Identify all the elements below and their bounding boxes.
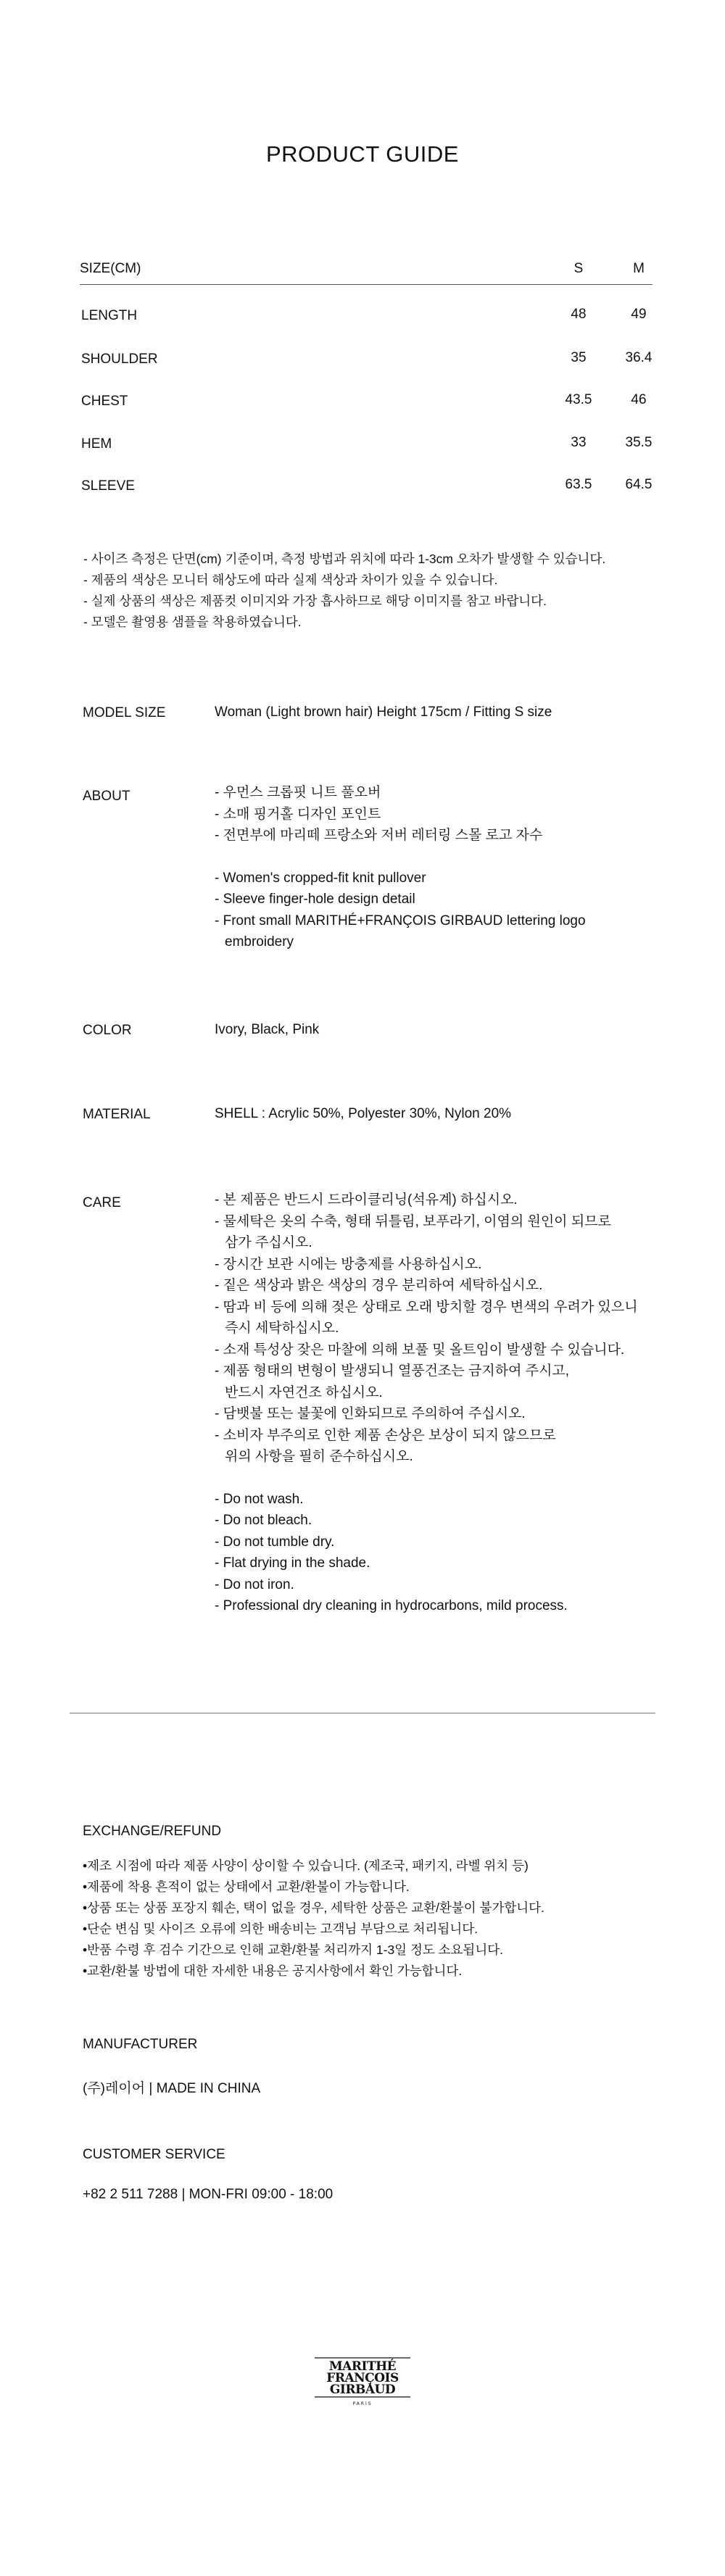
- about-body: [215, 782, 650, 953]
- care-en-line: - Professional dry cleaning in hydrocarbons, mild process.: [215, 1598, 568, 1613]
- size-row-label: HEM: [81, 436, 112, 452]
- exchange-item: •제조 시점에 따라 제품 사양이 상이할 수 있습니다. (제조국, 패키지, 라벨 위치 등): [83, 1858, 529, 1873]
- size-header-m: M: [633, 261, 645, 276]
- exchange-item: •반품 수령 후 검수 기간으로 인해 교환/환불 처리까지 1-3일 정도 소요됩니다.: [83, 1943, 504, 1957]
- material-label: MATERIAL: [83, 1107, 151, 1122]
- size-row: [80, 352, 652, 373]
- care-ko-line: - 땀과 비 등에 의해 젖은 상태로 오래 방치할 경우 변색의 우려가 있으니: [215, 1299, 638, 1315]
- note-line: - 모델은 촬영용 샘플을 착용하였습니다.: [83, 615, 302, 629]
- size-row: [80, 478, 652, 500]
- size-row-s: 33: [571, 435, 587, 450]
- brand-logo: [313, 2356, 412, 2411]
- care-label: CARE: [83, 1195, 121, 1210]
- about-label: ABOUT: [83, 789, 130, 804]
- model-size-value: Woman (Light brown hair) Height 175cm / Fitting S size: [215, 705, 552, 720]
- customer-service-value: +82 2 511 7288 | MON-FRI 09:00 - 18:00: [83, 2187, 334, 2202]
- care-ko-line: - 제품 형태의 변형이 발생되니 열풍건조는 금지하여 주시고,: [215, 1363, 570, 1379]
- about-ko-line: - 전면부에 마리떼 프랑소와 저버 레터링 스몰 로고 자수: [215, 828, 543, 843]
- size-row-m: 64.5: [625, 477, 652, 492]
- note-line: - 사이즈 측정은 단면(cm) 기준이며, 측정 방법과 위치에 따라 1-3cm 오차가 발생할 수 있습니다.: [83, 552, 606, 566]
- model-size-label: MODEL SIZE: [83, 705, 166, 720]
- care-ko-line: - 짙은 색상과 밝은 색상의 경우 분리하여 세탁하십시오.: [215, 1278, 543, 1293]
- manufacturer-value: (주)레이어 | MADE IN CHINA: [83, 2081, 261, 2096]
- color-label: COLOR: [83, 1023, 132, 1038]
- exchange-item: •교환/환불 방법에 대한 자세한 내용은 공지사항에서 확인 가능합니다.: [83, 1964, 463, 1978]
- care-en-line: - Do not wash.: [215, 1491, 304, 1507]
- care-ko-line: - 소비자 부주의로 인한 제품 손상은 보상이 되지 않으므로: [215, 1427, 556, 1443]
- about-en-line: embroidery: [225, 934, 294, 950]
- size-row-m: 35.5: [625, 435, 652, 450]
- page-title: PRODUCT GUIDE: [265, 141, 459, 167]
- size-row-s: 35: [571, 350, 587, 365]
- about-en-line: - Front small MARITHÉ+FRANÇOIS GIRBAUD lettering logo: [215, 913, 586, 928]
- color-value: Ivory, Black, Pink: [215, 1022, 320, 1037]
- size-row-s: 48: [571, 307, 587, 322]
- care-ko-line: - 담뱃불 또는 불꽃에 인화되므로 주의하여 주십시오.: [215, 1406, 526, 1421]
- care-ko-line: - 물세탁은 옷의 수축, 형태 뒤틀림, 보푸라기, 이염의 원인이 되므로: [215, 1213, 611, 1229]
- size-notes: [83, 549, 605, 633]
- size-row-m: 46: [631, 392, 647, 407]
- exchange-item: •상품 또는 상품 포장지 훼손, 택이 없을 경우, 세탁한 상품은 교환/환불이 불가합니다.: [83, 1900, 544, 1915]
- care-ko-line: 위의 사항을 필히 준수하십시오.: [225, 1449, 413, 1464]
- size-header-s: S: [573, 261, 584, 276]
- care-en-line: - Flat drying in the shade.: [215, 1555, 370, 1571]
- exchange-heading: EXCHANGE/REFUND: [83, 1824, 222, 1839]
- care-en-line: - Do not iron.: [215, 1576, 294, 1592]
- care-en-line: - Do not tumble dry.: [215, 1534, 335, 1550]
- size-header-label: SIZE(CM): [80, 261, 141, 276]
- material-value: SHELL : Acrylic 50%, Polyester 30%, Nylon 20%: [215, 1106, 512, 1121]
- size-row-s: 43.5: [565, 392, 592, 407]
- size-row-label: LENGTH: [81, 308, 138, 323]
- size-table-header: [80, 255, 652, 284]
- size-row-s: 63.5: [565, 477, 592, 492]
- size-row: [80, 308, 652, 330]
- logo-line-1: MARITHÉ: [328, 2359, 397, 2374]
- customer-service-heading: CUSTOMER SERVICE: [83, 2147, 225, 2162]
- size-row-label: CHEST: [81, 394, 128, 409]
- care-ko-line: - 소재 특성상 잦은 마찰에 의해 보풀 및 올트임이 발생할 수 있습니다.: [215, 1342, 625, 1358]
- note-line: - 실제 상품의 색상은 제품컷 이미지와 가장 흡사하므로 해당 이미지를 참고 바랍니다.: [83, 594, 547, 608]
- size-table-divider: [80, 284, 652, 285]
- size-row: [80, 436, 652, 458]
- care-ko-line: 즉시 세탁하십시오.: [225, 1321, 339, 1336]
- about-en-line: - Women's cropped-fit knit pullover: [215, 870, 426, 886]
- note-line: - 제품의 색상은 모니터 해상도에 따라 실제 색상과 차이가 있을 수 있습니다.: [83, 573, 498, 587]
- exchange-item: •제품에 착용 흔적이 없는 상태에서 교환/환불이 가능합니다.: [83, 1879, 410, 1894]
- manufacturer-heading: MANUFACTURER: [83, 2037, 198, 2052]
- logo-line-2: FRANÇOIS: [326, 2371, 399, 2385]
- care-ko-line: - 장시간 보관 시에는 방충제를 사용하십시오.: [215, 1256, 482, 1272]
- care-ko-line: 삼가 주십시오.: [225, 1235, 312, 1250]
- exchange-item: •단순 변심 및 사이즈 오류에 의한 배송비는 고객님 부담으로 처리됩니다.: [83, 1921, 478, 1936]
- size-row-label: SHOULDER: [81, 352, 158, 367]
- about-en-line: - Sleeve finger-hole design detail: [215, 892, 415, 907]
- size-row-m: 49: [631, 307, 647, 322]
- size-row: [80, 394, 652, 415]
- about-ko-line: - 우먼스 크롭핏 니트 풀오버: [215, 785, 381, 800]
- size-row-label: SLEEVE: [81, 478, 135, 494]
- about-ko-line: - 소매 핑거홀 디자인 포인트: [215, 806, 381, 822]
- care-en-line: - Do not bleach.: [215, 1513, 312, 1528]
- care-ko-line: - 본 제품은 반드시 드라이클리닝(석유계) 하십시오.: [215, 1192, 518, 1208]
- logo-paris: PARIS: [352, 2401, 373, 2406]
- exchange-list: [83, 1856, 544, 1982]
- care-ko-line: 반드시 자연건조 하십시오.: [225, 1384, 383, 1400]
- size-row-m: 36.4: [625, 350, 652, 365]
- care-body: [215, 1189, 650, 1617]
- logo-line-3: GIRBAUD: [329, 2382, 396, 2397]
